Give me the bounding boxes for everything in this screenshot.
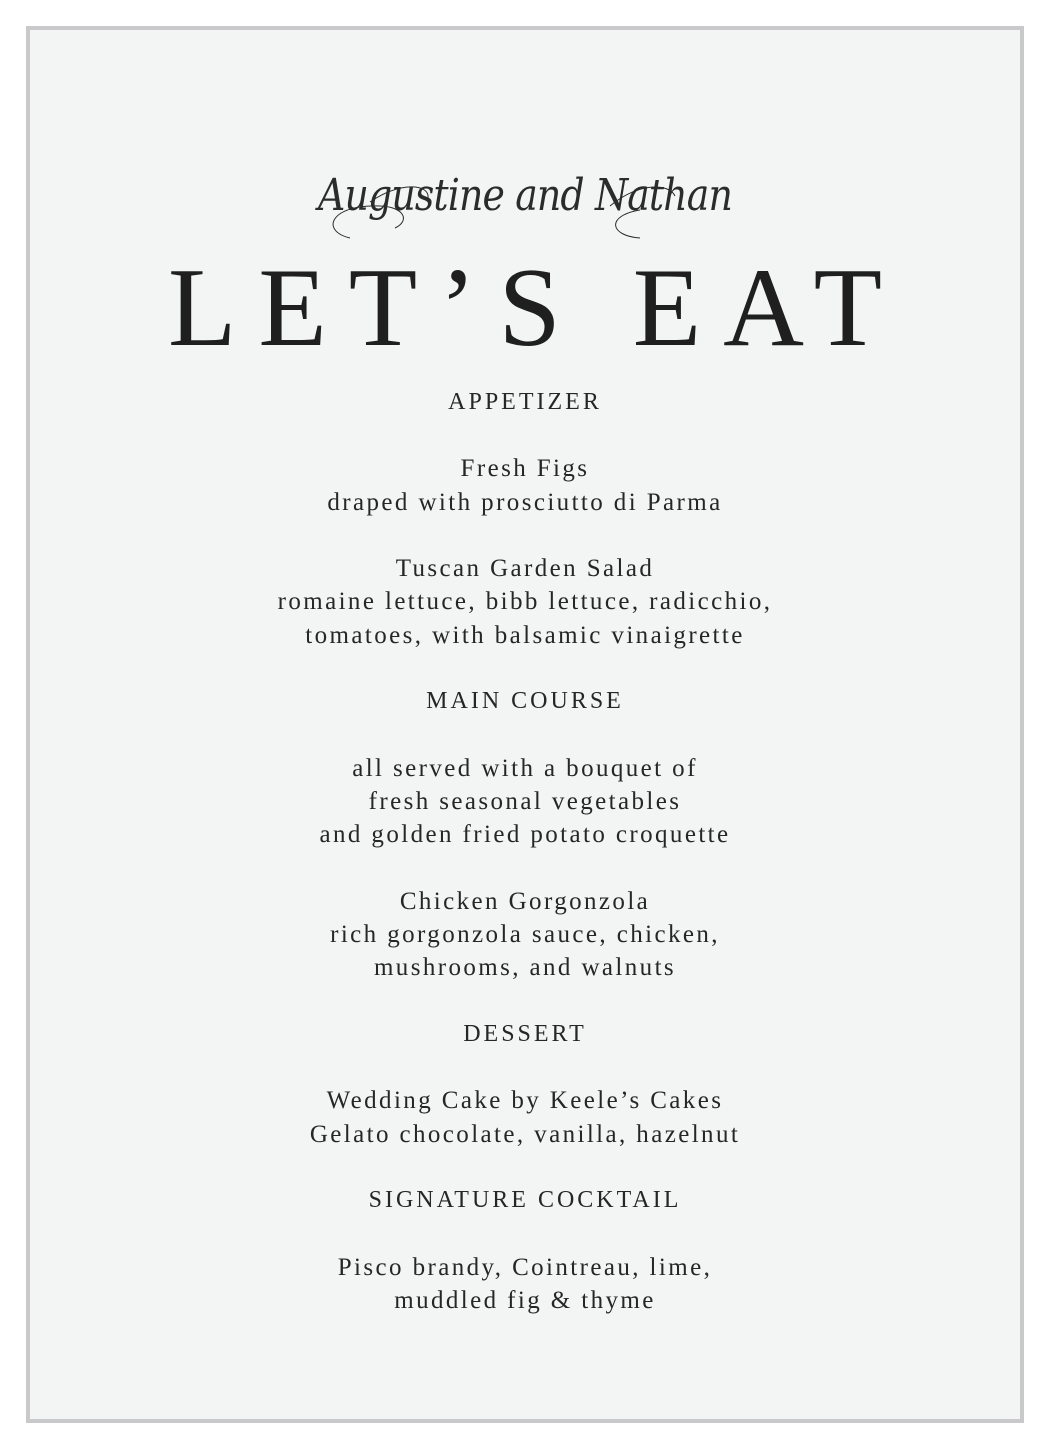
- menu-item: [30, 1251, 1020, 1318]
- menu-item-description: muddled fig & thyme: [394, 1286, 656, 1314]
- menu-item-description: rich gorgonzola sauce, chicken,: [330, 921, 720, 949]
- menu-item-title: Pisco brandy, Cointreau, lime,: [337, 1253, 713, 1281]
- menu-item-description: Gelato chocolate, vanilla, hazelnut: [309, 1120, 741, 1148]
- section-heading: SIGNATURE COCKTAIL: [368, 1187, 682, 1214]
- spacer: [30, 419, 1020, 452]
- menu-item-description: fresh seasonal vegetables: [368, 787, 682, 815]
- spacer: [30, 519, 1020, 552]
- spacer: [30, 718, 1020, 751]
- menu-item: [30, 1084, 1020, 1151]
- section-heading: APPETIZER: [448, 389, 602, 415]
- menu-card: [26, 26, 1024, 1423]
- spacer: [30, 1051, 1020, 1084]
- menu-item-title: Tuscan Garden Salad: [395, 555, 655, 583]
- menu-item: [30, 885, 1020, 985]
- menu-item-title: Wedding Cake by Keele’s Cakes: [326, 1087, 724, 1115]
- section-heading: DESSERT: [463, 1021, 587, 1048]
- spacer: [30, 985, 1020, 1018]
- spacer: [30, 1217, 1020, 1250]
- spacer: [30, 652, 1020, 685]
- menu-item-description: draped with prosciutto di Parma: [327, 488, 723, 516]
- menu-list: [30, 386, 1020, 1317]
- menu-item: [30, 452, 1020, 519]
- menu-item-description: romaine lettuce, bibb lettuce, radicchio,: [277, 588, 773, 616]
- spacer: [30, 1151, 1020, 1184]
- menu-item-description: tomatoes, with balsamic vinaigrette: [305, 621, 745, 649]
- menu-item-description: and golden fried potato croquette: [319, 821, 731, 849]
- couple-names: Augustine and Nathan: [318, 170, 732, 221]
- spacer: [30, 852, 1020, 885]
- menu-item-title: Fresh Figs: [460, 455, 590, 483]
- menu-item: [30, 552, 1020, 652]
- page-title: LET’S EAT: [167, 246, 905, 370]
- menu-item-title: Chicken Gorgonzola: [399, 887, 651, 915]
- section-heading: MAIN COURSE: [426, 688, 624, 715]
- menu-item-title: all served with a bouquet of: [352, 754, 698, 782]
- menu-item: [30, 752, 1020, 852]
- menu-item-description: mushrooms, and walnuts: [373, 954, 677, 982]
